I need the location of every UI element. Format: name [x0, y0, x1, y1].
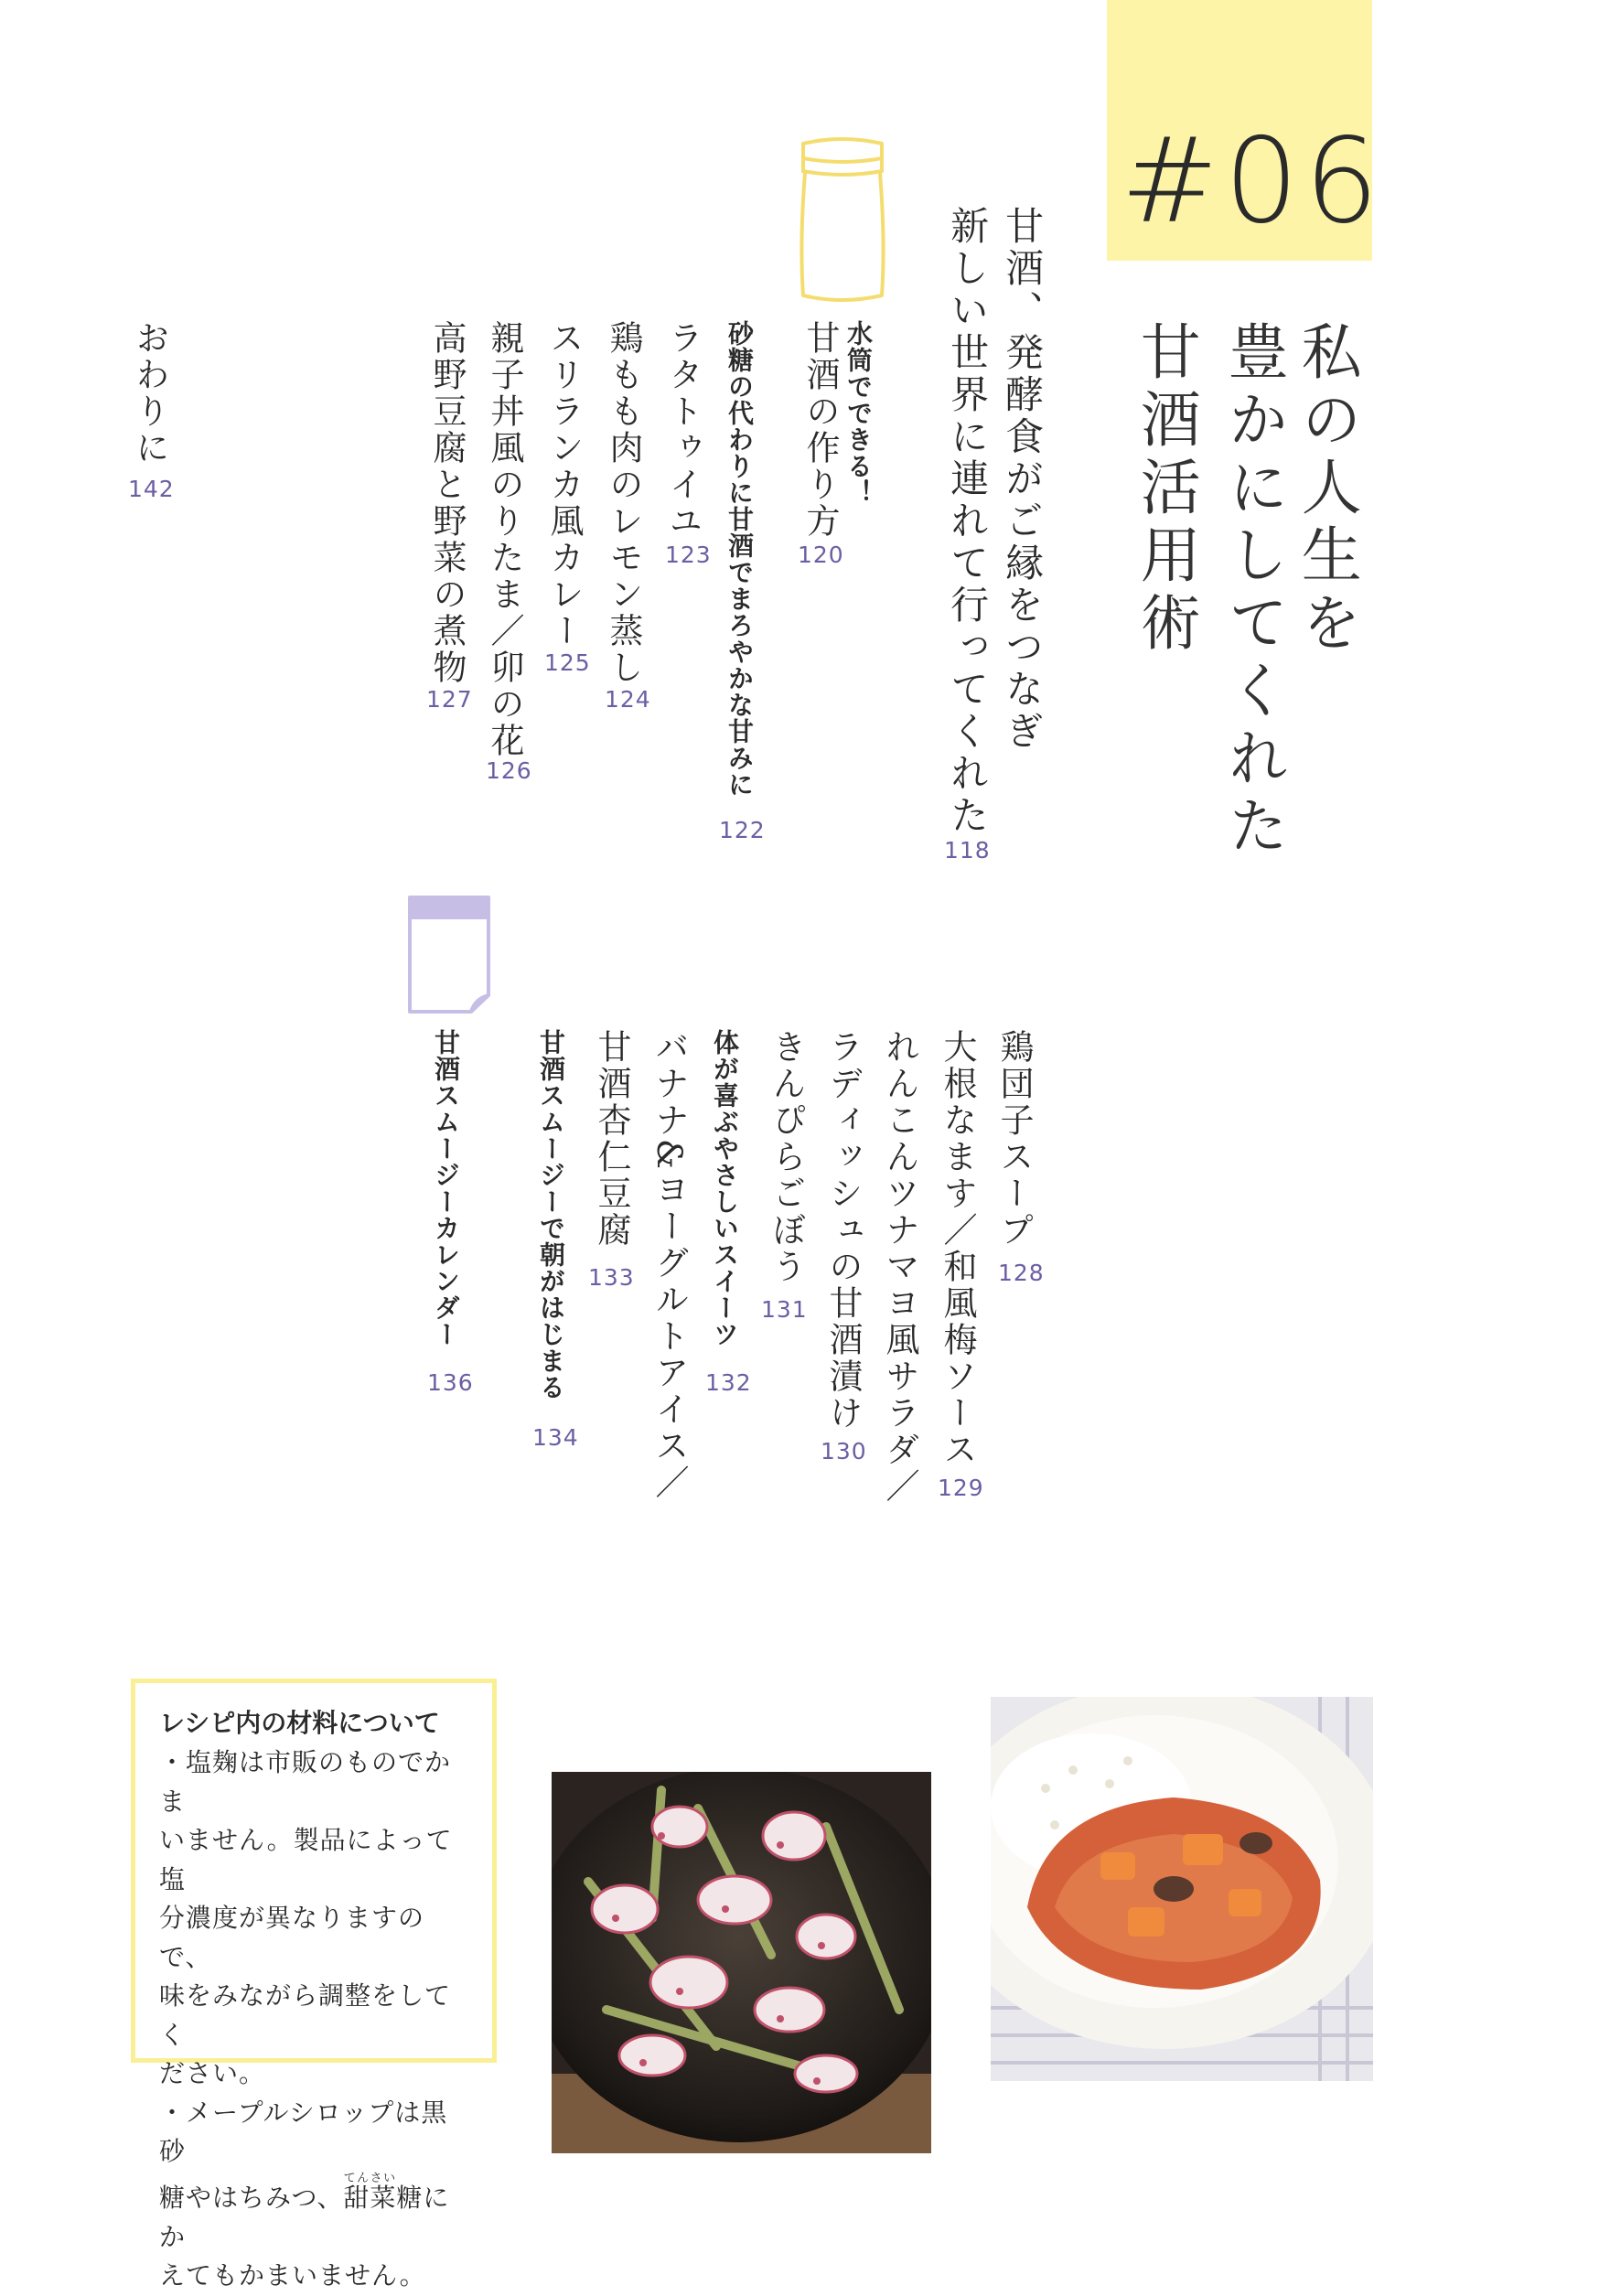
- lead-line1: 甘酒、発酵食がご縁をつなぎ: [1000, 206, 1046, 753]
- toc-item-page: 126: [486, 757, 532, 784]
- toc-item-page: 133: [588, 1264, 635, 1291]
- lead-page: 118: [944, 837, 991, 864]
- calendar-paper-icon: [407, 895, 491, 1015]
- toc-item-page: 128: [998, 1260, 1045, 1286]
- toc-item[interactable]: スリランカ風カレー: [544, 320, 584, 649]
- toc-item[interactable]: 高野豆腐と野菜の煮物: [427, 320, 467, 686]
- toc-item-page: 131: [761, 1296, 808, 1323]
- note-line: いません。製品によって塩: [159, 1825, 453, 1894]
- toc-item-page: 129: [938, 1475, 984, 1501]
- chapter-title-line1: 私の人生を: [1291, 320, 1362, 659]
- toc-item[interactable]: れんこんツナマヨ風サラダ／: [880, 1029, 919, 1505]
- note-line: 糖やはちみつ、甜菜てんさい糖にか: [159, 2172, 450, 2252]
- note-line: 味をみながら調整をしてく: [159, 1980, 452, 2050]
- toc-item[interactable]: きんぴらごぼう: [767, 1029, 806, 1285]
- chapter-title-line2: 豊かにしてくれた: [1218, 320, 1289, 862]
- section1-title: 甘酒の作り方: [800, 320, 840, 540]
- note-body: [159, 1743, 468, 2296]
- section1-title-page: 120: [798, 542, 844, 568]
- chapter-number: #06: [1121, 113, 1385, 250]
- toc-item[interactable]: ラディッシュの甘酒漬け: [823, 1029, 863, 1432]
- smoothie-page: 134: [532, 1424, 579, 1451]
- thermos-bottle-icon: [794, 133, 891, 306]
- toc-item-page: 130: [821, 1438, 867, 1465]
- section1-subcaption-page: 122: [719, 817, 766, 843]
- toc-item[interactable]: バナナ&ヨーグルトアイス／: [649, 1029, 689, 1501]
- toc-item-page: 125: [544, 649, 591, 676]
- toc-item-page: 127: [426, 686, 473, 713]
- note-line: 分濃度が異なりますので、: [159, 1903, 425, 1972]
- note-title: レシピ内の材料について: [159, 1708, 440, 1738]
- calendar-page: 136: [427, 1369, 474, 1396]
- tomato-curry-with-rice-photo: [991, 1697, 1373, 2081]
- chapter-title-line3: 甘酒活用術: [1130, 320, 1201, 659]
- toc-item[interactable]: 甘酒杏仁豆腐: [592, 1029, 631, 1249]
- sweets-page: 132: [705, 1369, 752, 1396]
- toc-item[interactable]: 親子丼風のりたま／卯の花: [485, 320, 524, 759]
- octopus-and-celery-skillet-photo: [552, 1772, 931, 2153]
- closing-page: 142: [128, 476, 175, 502]
- ingredient-note-box: [131, 1679, 497, 2291]
- toc-item-page: 123: [665, 542, 712, 568]
- note-line: ださい。: [159, 2058, 266, 2089]
- sweets-caption: 体が喜ぶやさしいスイーツ: [710, 1029, 740, 1347]
- closing-label[interactable]: おわりに: [130, 320, 169, 467]
- calendar-caption: 甘酒スムージーカレンダー: [431, 1029, 461, 1347]
- lead-line2: 新しい世界に連れて行ってくれた: [945, 206, 991, 837]
- section1-caption: 水筒でできる！: [843, 320, 874, 506]
- toc-item-page: 124: [605, 686, 651, 713]
- toc-item[interactable]: 大根なます／和風梅ソース: [938, 1029, 977, 1468]
- note-line: ・メープルシロップは黒砂: [159, 2097, 448, 2167]
- toc-item[interactable]: ラタトゥイユ: [663, 320, 703, 540]
- note-line: えてもかまいません。: [159, 2260, 426, 2291]
- section1-subcaption: 砂糖の代わりに甘酒でまろやかな甘みに: [724, 320, 755, 798]
- note-line: ・塩麹は市販のものでかま: [159, 1747, 452, 1817]
- smoothie-caption: 甘酒スムージーで朝がはじまる: [536, 1029, 566, 1400]
- toc-item[interactable]: 鶏もも肉のレモン蒸し: [604, 320, 643, 686]
- toc-item[interactable]: 鶏団子スープ: [994, 1029, 1034, 1249]
